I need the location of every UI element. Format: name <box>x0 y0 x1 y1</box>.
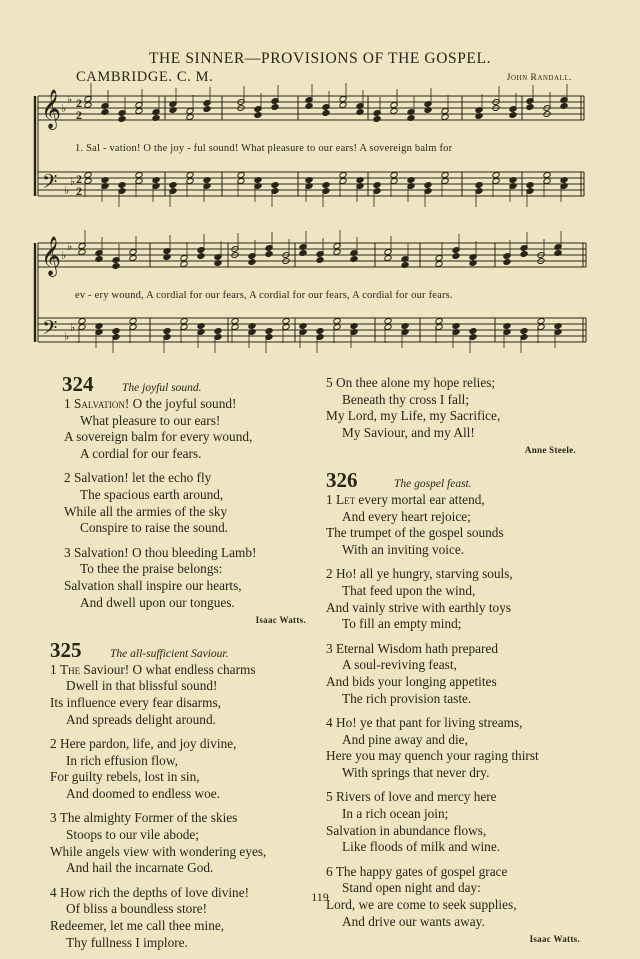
svg-text:𝄞: 𝄞 <box>41 91 62 128</box>
stanza: 4 How rich the depths of love divine! Of bliss a boundless store! Redeemer, let me call thee mine, Thy fullness I implore. <box>50 884 250 950</box>
stanza: 2 Here pardon, life, and joy divine, In rich effusion flow, For guilty rebels, lost in sin, And doomed to endless woe. <box>50 736 237 801</box>
svg-text:𝄢: 𝄢 <box>42 172 58 198</box>
svg-text:♭: ♭ <box>67 241 73 253</box>
right-column <box>326 375 580 957</box>
svg-text:♭: ♭ <box>64 185 70 197</box>
stanza: 3 Salvation! O thou bleeding Lamb! To thee the praise belongs: Salvation shall inspire our hearts, And dwell upon our tongues. <box>64 544 257 610</box>
lyrics-line-1: 1. Sal - vation! O the joy - ful sound! What pleasure to our ears! A sovereign balm for <box>75 143 453 154</box>
stanza: 3 Eternal Wisdom hath prepared A soul-reviving feast, And bids your longing appetites The rich provision taste. <box>326 640 499 706</box>
hymn-324-heading <box>50 372 310 396</box>
stanza: 1 Let every mortal ear attend, And every heart rejoice; The trumpet of the gospel sounds With an inviting voice. <box>326 491 504 557</box>
hymn-title: The all-sufficient Saviour. <box>110 647 229 660</box>
stanza: 5 On thee alone my hope relies; Beneath thy cross I fall; My Lord, my Life, my Sacrifice, My Saviour, and my All! <box>326 375 501 440</box>
stanza: 1 The Saviour! O what endless charms Dwell in that blissful sound! Its influence every fear disarms, And spreads delight around. <box>50 661 256 727</box>
svg-text:𝄞: 𝄞 <box>41 238 62 275</box>
hymn-title: The joyful sound. <box>122 382 202 394</box>
svg-text:♭: ♭ <box>64 331 70 343</box>
lyrics-line-2: ev - ery wound, A cordial for our fears, A cordial for our fears, A cordial for our fears. <box>75 290 453 301</box>
tune-name: CAMBRIDGE. C. M. <box>76 69 214 85</box>
left-column <box>50 372 310 959</box>
svg-text:♭: ♭ <box>61 103 67 115</box>
svg-text:♭: ♭ <box>70 176 76 188</box>
hymn-number: 324 <box>62 372 94 396</box>
music-score <box>0 0 640 370</box>
svg-text:𝄢: 𝄢 <box>42 318 58 344</box>
stanza: 2 Ho! all ye hungry, starving souls, That feed upon the wind, And vainly strive with earthly toys To fill an empty mind; <box>326 566 513 632</box>
svg-text:♭: ♭ <box>67 94 73 106</box>
stanza: 6 The happy gates of gospel grace Stand open night and day: Lord, we are come to seek supplies, And drive our wants away. <box>326 863 517 929</box>
stanza: 1 Salvation! O the joyful sound! What pleasure to our ears! A sovereign balm for every wound, A cordial for our fears. <box>64 396 253 461</box>
svg-text:♭: ♭ <box>70 322 76 334</box>
stanza: 4 Ho! ye that pant for living streams, And pine away and die, Here you may quench your raging thirst With springs that never dry. <box>326 715 539 780</box>
svg-text:2: 2 <box>76 108 82 122</box>
hymn-author: Isaac Watts. <box>529 934 580 945</box>
hymn-number: 326 <box>326 467 358 492</box>
svg-text:2: 2 <box>76 172 82 186</box>
svg-text:♭: ♭ <box>61 250 67 262</box>
hymn-number: 325 <box>50 637 82 662</box>
composer-name: John Randall. <box>506 73 572 83</box>
stanza: 3 The almighty Former of the skies Stoops to our vile abode; While angels view with wondering eyes, And hail the incarnate God. <box>50 810 267 876</box>
hymn-325-heading <box>50 638 310 662</box>
hymn-326-heading <box>326 468 576 492</box>
hymn-author: Anne Steele. <box>524 445 576 456</box>
hymn-title: The gospel feast. <box>394 477 472 490</box>
hymn-author: Isaac Watts. <box>255 615 306 626</box>
page-title: THE SINNER—PROVISIONS OF THE GOSPEL. <box>148 50 492 67</box>
svg-text:2: 2 <box>76 96 82 110</box>
stanza: 5 Rivers of love and mercy here In a rich ocean join; Salvation in abundance flows, Like floods of milk and wine. <box>326 789 501 855</box>
stanza: 2 Salvation! let the echo fly The spacious earth around, While all the armies of the sky Conspire to raise the sound. <box>64 470 229 536</box>
page-number: 119 <box>311 890 329 904</box>
svg-text:2: 2 <box>76 184 82 198</box>
